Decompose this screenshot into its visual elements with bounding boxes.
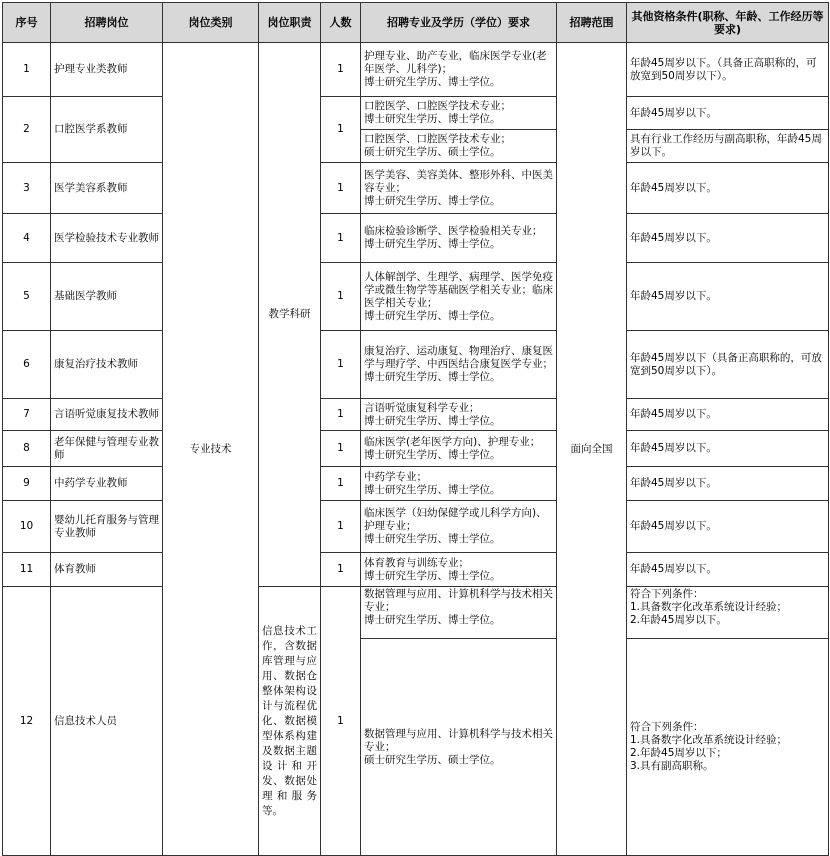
row-no: 12: [3, 587, 51, 856]
row-requirement: 口腔医学、口腔医学技术专业； 硕士研究生学历、硕士学位。: [361, 130, 557, 163]
row-requirement: 言语听觉康复科学专业； 博士研究生学历、博士学位。: [361, 399, 557, 431]
row-no: 9: [3, 467, 51, 501]
row-count: 1: [321, 214, 361, 263]
row-post: 老年保健与管理专业教师: [51, 431, 163, 467]
row-requirement: 临床医学（妇幼保健学或儿科学方向)、护理专业； 博士研究生学历、博士学位。: [361, 501, 557, 553]
row-post: 言语听觉康复技术教师: [51, 399, 163, 431]
row-count: 1: [321, 501, 361, 553]
duty-it-cell: 信息技术工作，含数据库管理与应用、数据仓整体架构设计与流程优化、数据模型体系构建及数据主题设计和开发、数据处理和服务等。: [259, 587, 321, 856]
row-post: 护理专业类教师: [51, 43, 163, 97]
row-no: 6: [3, 331, 51, 399]
table-row: [3, 97, 829, 130]
row-other: 符合下列条件： 1.具备数字化改革系统设计经验； 2.年龄45周岁以下； 3.具有副高职称。: [627, 639, 829, 856]
row-other: 年龄45周岁以下。: [627, 467, 829, 501]
row-count: 1: [321, 467, 361, 501]
row-post: 基础医学教师: [51, 263, 163, 331]
row-count: 1: [321, 43, 361, 97]
row-other: 年龄45周岁以下。: [627, 163, 829, 214]
row-requirement: 临床检验诊断学、医学检验相关专业； 博士研究生学历、博士学位。: [361, 214, 557, 263]
recruitment-table: [2, 2, 829, 856]
row-post: 信息技术人员: [51, 587, 163, 856]
header-no: 序号: [3, 3, 51, 43]
header-category: 岗位类别: [163, 3, 259, 43]
row-no: 7: [3, 399, 51, 431]
row-other: 年龄45周岁以下。: [627, 553, 829, 587]
table-row: [3, 501, 829, 553]
row-post: 医学美容系教师: [51, 163, 163, 214]
row-requirement: 临床医学(老年医学方向)、护理专业； 博士研究生学历、博士学位。: [361, 431, 557, 467]
row-requirement: 康复治疗、运动康复、物理治疗、康复医学与理疗学、中西医结合康复医学专业； 博士研究生学历、博士学位。: [361, 331, 557, 399]
header-other: 其他资格条件(职称、年龄、工作经历等要求): [627, 3, 829, 43]
category-cell: 专业技术: [163, 43, 259, 856]
row-no: 1: [3, 43, 51, 97]
row-count: 1: [321, 431, 361, 467]
table-row: [3, 431, 829, 467]
scope-cell: 面向全国: [557, 43, 627, 856]
row-requirement: 医学美容、美容美体、整形外科、中医美容专业； 博士研究生学历、博士学位。: [361, 163, 557, 214]
row-requirement: 口腔医学、口腔医学技术专业； 博士研究生学历、博士学位。: [361, 97, 557, 130]
row-no: 3: [3, 163, 51, 214]
row-other: 年龄45周岁以下。: [627, 501, 829, 553]
row-other: 年龄45周岁以下。: [627, 263, 829, 331]
header-requirement: 招聘专业及学历（学位）要求: [361, 3, 557, 43]
row-other: 年龄45周岁以下。: [627, 214, 829, 263]
row-no: 5: [3, 263, 51, 331]
row-post: 中药学专业教师: [51, 467, 163, 501]
row-requirement: 体育教育与训练专业； 博士研究生学历、博士学位。: [361, 553, 557, 587]
table-row: [3, 587, 829, 639]
row-other: 年龄45周岁以下。（具备正高职称的，可放宽到50周岁以下）。: [627, 43, 829, 97]
row-requirement: 数据管理与应用、计算机科学与技术相关专业； 硕士研究生学历、硕士学位。: [361, 639, 557, 856]
table-row: [3, 163, 829, 214]
row-no: 11: [3, 553, 51, 587]
table-row: [3, 43, 829, 97]
row-count: 1: [321, 163, 361, 214]
table-row: [3, 467, 829, 501]
header-duty: 岗位职责: [259, 3, 321, 43]
row-count: 1: [321, 97, 361, 163]
row-other: 年龄45周岁以下。: [627, 399, 829, 431]
duty-teaching-cell: 教学科研: [259, 43, 321, 587]
table-row: [3, 214, 829, 263]
row-count: 1: [321, 331, 361, 399]
row-post: 体育教师: [51, 553, 163, 587]
row-other: 年龄45周岁以下（具备正高职称的，可放宽到50周岁以下）。: [627, 331, 829, 399]
row-other: 具有行业工作经历与副高职称，年龄45周岁以下。: [627, 130, 829, 163]
header-row: [3, 3, 829, 43]
row-no: 10: [3, 501, 51, 553]
row-other: 年龄45周岁以下。: [627, 431, 829, 467]
row-no: 8: [3, 431, 51, 467]
row-count: 1: [321, 263, 361, 331]
header-scope: 招聘范围: [557, 3, 627, 43]
table-row: [3, 263, 829, 331]
row-other: 年龄45周岁以下。: [627, 97, 829, 130]
row-requirement: 护理专业、助产专业，临床医学专业(老年医学、儿科学)； 博士研究生学历、博士学位。: [361, 43, 557, 97]
row-count: 1: [321, 553, 361, 587]
row-post: 口腔医学系教师: [51, 97, 163, 163]
row-count: 1: [321, 587, 361, 856]
row-other: 符合下列条件： 1.具备数字化改革系统设计经验； 2.年龄45周岁以下。: [627, 587, 829, 639]
table-row: [3, 553, 829, 587]
header-post: 招聘岗位: [51, 3, 163, 43]
row-no: 4: [3, 214, 51, 263]
table-row: [3, 331, 829, 399]
row-post: 婴幼儿托育服务与管理专业教师: [51, 501, 163, 553]
row-requirement: 人体解剖学、生理学、病理学、医学免疫学或微生物学等基础医学相关专业；临床医学相关专业； 博士研究生学历、博士学位。: [361, 263, 557, 331]
row-count: 1: [321, 399, 361, 431]
row-requirement: 中药学专业； 博士研究生学历、博士学位。: [361, 467, 557, 501]
row-requirement: 数据管理与应用、计算机科学与技术相关专业； 博士研究生学历、博士学位。: [361, 587, 557, 639]
header-count: 人数: [321, 3, 361, 43]
row-no: 2: [3, 97, 51, 163]
table-row: [3, 399, 829, 431]
row-post: 医学检验技术专业教师: [51, 214, 163, 263]
row-post: 康复治疗技术教师: [51, 331, 163, 399]
